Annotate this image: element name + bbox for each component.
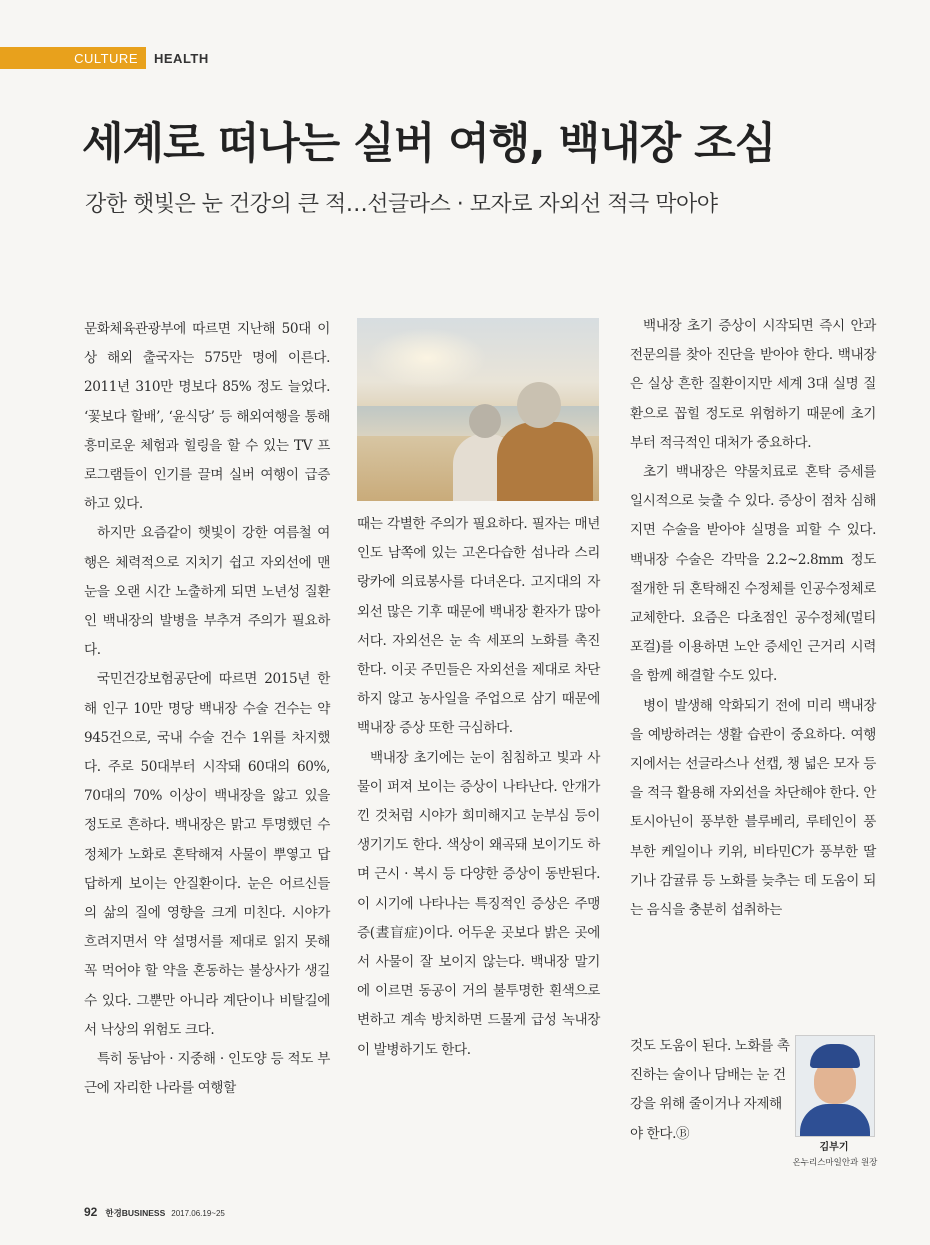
paragraph: 것도 도움이 된다. 노화를 촉진하는 술이나 담배는 눈 건강을 위해 줄이거나 자제해야 한다.Ⓑ <box>630 1038 790 1142</box>
author-name: 김부기 <box>819 1142 849 1153</box>
paragraph: 하지만 요즘같이 햇빛이 강한 여름철 여행은 체력적으로 지치기 쉽고 자외선에 맨눈을 오랜 시간 노출하게 되면 노년성 질환인 백내장의 발병을 부추겨 주의가 필요하다. <box>84 525 330 659</box>
article-subtitle: 강한 햇빛은 눈 건강의 큰 적…선글라스 · 모자로 자외선 적극 막아야 <box>85 192 718 217</box>
paragraph: 문화체육관광부에 따르면 지난해 50대 이상 해외 출국자는 575만 명에 이른다. 2011년 310만 명보다 85% 정도 늘었다. ‘꽃보다 할배’, ‘윤식당’ 등 해외여행을 통해 흥미로운 체험과 힐링을 할 수 있는 TV 프로그램들이 인기를 끌며 실버 여행이 급증하고 있다. <box>84 321 330 513</box>
article-photo-elderly-couple-beach <box>357 318 599 501</box>
article-column-3 <box>630 312 876 925</box>
paragraph: 초기 백내장은 약물치료로 혼탁 증세를 일시적으로 늦출 수 있다. 증상이 점차 심해지면 수술을 받아야 실명을 피할 수 있다. 백내장 수술은 각막을 2.2~2.8mm 정도 절개한 뒤 혼탁해진 수정체를 인공수정체로 교체한다. 요즘은 다초점인 공수정체(멀티포컬)를 이용하면 노안 증세인 근거리 시력을 함께 해결할 수도 있다. <box>630 464 876 685</box>
article-column-3-ending <box>630 1032 790 1149</box>
publication-name: 한경BUSINESS <box>105 1208 166 1218</box>
author-role: 온누리스마일안과 원장 <box>792 1158 878 1168</box>
section-tag-health: HEALTH <box>154 50 209 66</box>
paragraph: 특히 동남아 · 지중해 · 인도양 등 적도 부근에 자리한 나라를 여행할 <box>84 1051 330 1097</box>
paragraph: 국민건강보험공단에 따르면 2015년 한 해 인구 10만 명당 백내장 수술 건수는 약 945건으로, 국내 수술 건수 1위를 차지했다. 주로 50대부터 시작돼 60대의 60%, 70대의 70% 이상이 백내장을 앓고 있을 정도로 흔하다. 백내장은 맑고 투명했던 수정체가 노화로 혼탁해져 사물이 뿌옇고 답답하게 보이는 안질환이다. 눈은 어르신들의 삶의 질에 영향을 크게 미친다. 시야가 흐려지면서 약 설명서를 제대로 읽지 못해 꼭 먹어야 할 약을 혼동하는 불상사가 생길 수 있다. 그뿐만 아니라 계단이나 비탈길에서 낙상의 위험도 크다. <box>84 671 330 1038</box>
issue-date: 2017.06.19~25 <box>171 1209 225 1218</box>
author-portrait <box>795 1035 875 1137</box>
page-footer <box>84 1205 225 1219</box>
page-number: 92 <box>84 1205 98 1219</box>
article-column-1 <box>84 315 330 1103</box>
paragraph: 백내장 초기에는 눈이 침침하고 빛과 사물이 퍼져 보이는 증상이 나타난다. 안개가 낀 것처럼 시야가 희미해지고 눈부심 등이 생기기도 한다. 색상이 왜곡돼 보이기도 하며 근시 · 복시 등 다양한 증상이 동반된다. 이 시기에 나타나는 특징적인 증상은 주맹증(晝盲症)이다. 어두운 곳보다 밝은 곳에서 사물이 잘 보이지 않는다. 백내장 말기에 이르면 동공이 거의 불투명한 흰색으로 변하고 계속 방치하면 드물게 급성 녹내장이 발병하기도 한다. <box>357 749 600 1058</box>
article-column-2 <box>357 510 600 1065</box>
article-title: 세계로 떠나는 실버 여행, 백내장 조심 <box>82 119 776 169</box>
section-tag-bar <box>0 47 209 69</box>
paragraph: 때는 각별한 주의가 필요하다. 필자는 매년 인도 남쪽에 있는 고온다습한 섬나라 스리랑카에 의료봉사를 다녀온다. 고지대의 자외선 많은 기후 때문에 백내장 환자가 많아서다. 자외선은 눈 속 세포의 노화를 촉진한다. 이곳 주민들은 자외선을 제대로 차단하지 않고 농사일을 주업으로 삼기 때문에 백내장 증상 또한 극심하다. <box>357 516 600 737</box>
paragraph: 병이 발생해 악화되기 전에 미리 백내장을 예방하려는 생활 습관이 중요하다. 여행지에서는 선글라스나 선캡, 챙 넓은 모자 등을 적극 활용해 자외선을 차단해야 한다. 안토시아닌이 풍부한 블루베리, 루테인이 풍부한 케일이나 키위, 비타민C가 풍부한 딸기나 감귤류 등 노화를 늦추는 데 도움이 되는 음식을 충분히 섭취하는 <box>630 697 876 919</box>
paragraph: 백내장 초기 증상이 시작되면 즉시 안과 전문의를 찾아 진단을 받아야 한다. 백내장은 실상 흔한 질환이지만 세계 3대 실명 질환으로 꼽힐 정도로 위험하기 때문에 초기부터 적극적인 대처가 중요하다. <box>630 318 876 451</box>
section-tag-culture: CULTURE <box>0 47 146 69</box>
